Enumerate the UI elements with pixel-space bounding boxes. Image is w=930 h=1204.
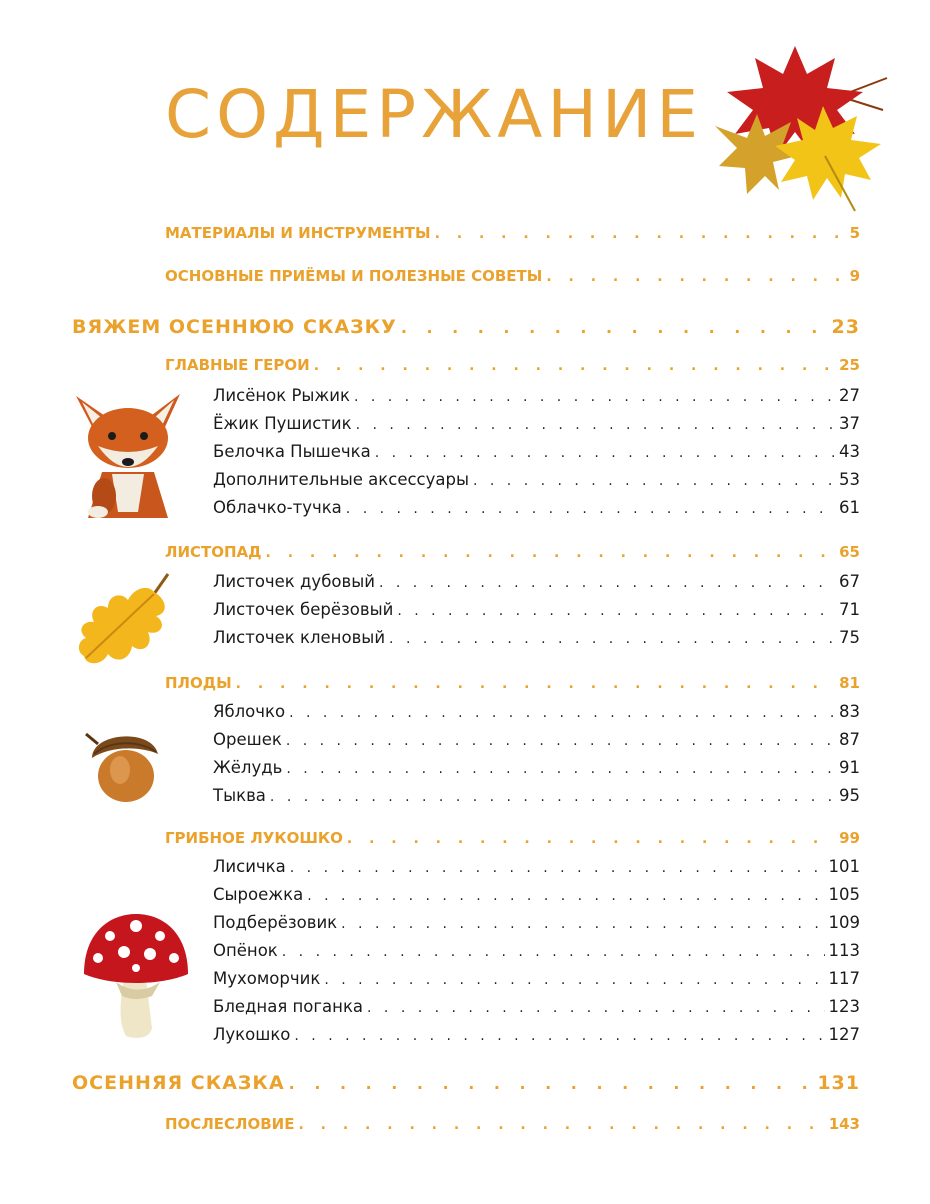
toc-item[interactable]: Листочек берёзовый . . . 71: [213, 600, 860, 619]
toc-item[interactable]: Опёнок . . . 113: [213, 941, 860, 960]
toc-entry-techniques[interactable]: ОСНОВНЫЕ ПРИЁМЫ И ПОЛЕЗНЫЕ СОВЕТЫ . . . 9: [165, 267, 860, 285]
toc-item[interactable]: Белочка Пышечка . . . 43: [213, 442, 860, 461]
toc-item[interactable]: Яблочко . . . 83: [213, 702, 860, 721]
toc-entry-fruits[interactable]: ПЛОДЫ . . . 81: [165, 674, 860, 692]
page-number: 65: [839, 543, 860, 561]
toc-entry-materials[interactable]: МАТЕРИАЛЫ И ИНСТРУМЕНТЫ . . . 5: [165, 224, 860, 242]
oak-leaf-image: [72, 570, 180, 670]
page-number: 81: [839, 674, 860, 692]
page-number: 143: [828, 1115, 860, 1133]
toc-item[interactable]: Жёлудь . . . 91: [213, 758, 860, 777]
toc-item[interactable]: Листочек дубовый . . . 67: [213, 572, 860, 591]
fly-agaric-mushroom-image: [80, 912, 192, 1042]
toc-item[interactable]: Лисёнок Рыжик . . . 27: [213, 386, 860, 405]
toc-entry-heroes[interactable]: ГЛАВНЫЕ ГЕРОИ . . . 25: [165, 356, 860, 374]
autumn-leaves-image: [695, 36, 895, 216]
page-number: 25: [839, 356, 860, 374]
toc-entry-mushrooms[interactable]: ГРИБНОЕ ЛУКОШКО . . . 99: [165, 829, 860, 847]
toc-item[interactable]: Орешек . . . 87: [213, 730, 860, 749]
toc-item[interactable]: Мухоморчик . . . 117: [213, 969, 860, 988]
toc-item[interactable]: Дополнительные аксессуары . . . 53: [213, 470, 860, 489]
acorn-image: [80, 724, 164, 804]
toc-entry-leaffall[interactable]: ЛИСТОПАД . . . 65: [165, 543, 860, 561]
toc-item[interactable]: Листочек кленовый . . . 75: [213, 628, 860, 647]
toc-entry-afterword[interactable]: ПОСЛЕСЛОВИЕ . . . 143: [165, 1115, 860, 1133]
toc-item[interactable]: Тыква . . . 95: [213, 786, 860, 805]
toc-item[interactable]: Бледная поганка . . . 123: [213, 997, 860, 1016]
toc-item[interactable]: Сыроежка . . . 105: [213, 885, 860, 904]
toc-item[interactable]: Лисичка . . . 101: [213, 857, 860, 876]
toc-item[interactable]: Подберёзовик . . . 109: [213, 913, 860, 932]
toc-item[interactable]: Ёжик Пушистик . . . 37: [213, 414, 860, 433]
toc-part-1[interactable]: ВЯЖЕМ ОСЕННЮЮ СКАЗКУ . . . 23: [72, 316, 860, 338]
toc-part-2[interactable]: ОСЕННЯЯ СКАЗКА . . . 131: [72, 1072, 860, 1094]
page-number: 131: [817, 1072, 860, 1094]
fox-toy-image: [68, 388, 186, 520]
page-number: 23: [831, 316, 860, 338]
page-number: 5: [849, 224, 860, 242]
page-title: СОДЕРЖАНИЕ: [165, 76, 704, 153]
page-number: 99: [839, 829, 860, 847]
toc-item[interactable]: Лукошко . . . 127: [213, 1025, 860, 1044]
toc-item[interactable]: Облачко-тучка . . . 61: [213, 498, 860, 517]
page-number: 9: [849, 267, 860, 285]
